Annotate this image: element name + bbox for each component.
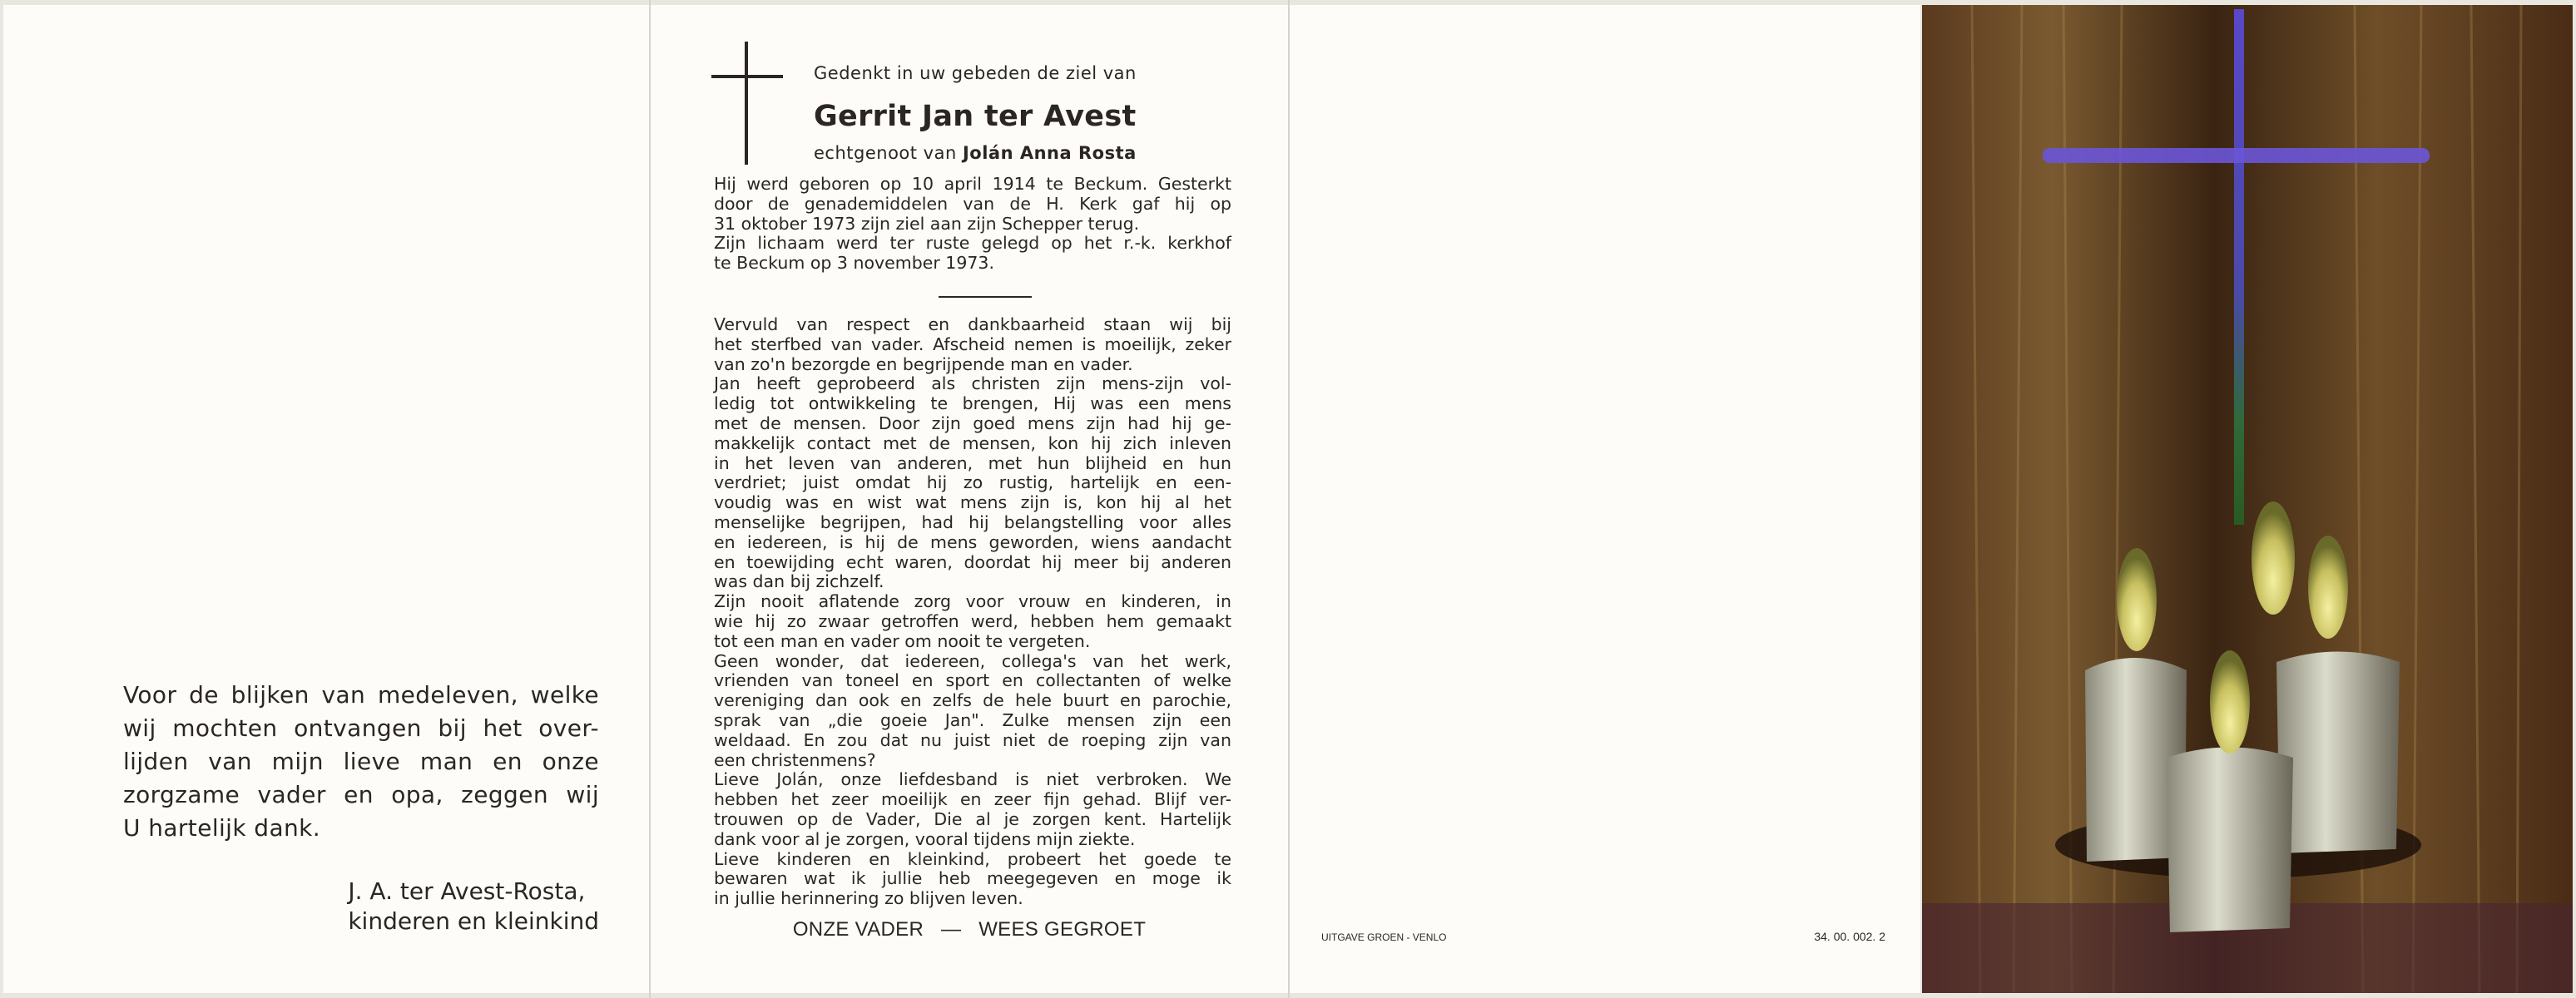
memorial-text-panel <box>651 5 1288 993</box>
text-line: hebben het zeer moeilijk en zeer fijn gehad. Blijf ver- <box>714 789 1231 810</box>
text-line: Geen wonder, dat iedereen, collega's van het werk, <box>714 650 1231 671</box>
body-paragraph <box>714 850 1231 909</box>
bio-paragraph <box>714 175 1231 234</box>
text-line: Hij werd geboren op 10 april 1914 te Beckum. Gesterkt <box>714 174 1231 194</box>
product-code: 34. 00. 002. 2 <box>1814 930 1885 943</box>
text-line: wie hij zo zwaar getroffen werd, hebben hem gemaakt <box>714 610 1231 631</box>
body-paragraph <box>714 374 1231 592</box>
thanks-line: U hartelijk dank. <box>123 814 321 842</box>
bio-paragraph <box>714 234 1231 274</box>
back-panel <box>1290 5 1920 993</box>
text-line: Vervuld van respect en dankbaarheid staan wij bij <box>714 314 1231 334</box>
text-line: Lieve kinderen en kleinkind, probeert het goede te <box>714 848 1231 869</box>
thanks-line: Voor de blijken van medeleven, welke <box>123 681 599 709</box>
intro-text: Gedenkt in uw gebeden de ziel van <box>814 63 1137 83</box>
text-line: van zo'n bezorgde en begrijpende man en vader. <box>714 353 1133 374</box>
text-line: vereniging dan ook en zelfs de hele buurt en parochie, <box>714 690 1231 711</box>
text-line: Zijn nooit aflatende zorg voor vrouw en kinderen, in <box>714 591 1231 612</box>
text-line: menselijke begrijpen, had hij belangstelling voor alles <box>714 511 1231 532</box>
body-paragraph <box>714 592 1231 651</box>
biography-text <box>714 175 1231 274</box>
text-line: in het leven van anderen, met hun blijheid en hun <box>714 452 1231 473</box>
text-line: makkelijk contact met de mensen, kon hij zich inleven <box>714 432 1231 453</box>
text-line: door de genademiddelen van de H. Kerk gaf hij op <box>714 193 1231 214</box>
text-line: tot een man en vader om nooit te vergeten. <box>714 630 1091 651</box>
thanks-line: wij mochten ontvangen bij het over- <box>123 714 599 742</box>
divider <box>939 296 1032 298</box>
text-line: Lieve Jolán, onze liefdesband is niet verbroken. We <box>714 769 1231 790</box>
thanks-line: zorgzame vader en opa, zeggen wij <box>123 781 599 808</box>
spouse-prefix: echtgenoot van <box>814 143 957 163</box>
text-line: dank voor al je zorgen, vooral tijdens mijn ziekte. <box>714 828 1136 849</box>
text-line: vrienden van toneel en sport en collectanten of welke <box>714 670 1231 691</box>
text-line: Jan heeft geprobeerd als christen zijn mens-zijn vol- <box>714 373 1231 394</box>
deceased-name: Gerrit Jan ter Avest <box>814 100 1137 133</box>
spouse-line <box>814 143 1137 163</box>
text-line: met de mensen. Door zijn goed mens zijn had hij ge- <box>714 413 1231 433</box>
text-line: trouwen op de Vader, Die al je zorgen kent. Hartelijk <box>714 808 1231 829</box>
text-line: sprak van „die goeie Jan". Zulke mensen zijn een <box>714 709 1231 730</box>
signature <box>348 877 599 936</box>
body-paragraph <box>714 652 1231 771</box>
prayer-line: ONZE VADER — WEES GEGROET <box>792 918 1147 941</box>
text-line: en toewijding echt waren, doordat hij meer bij anderen <box>714 551 1231 572</box>
body-paragraph <box>714 770 1231 849</box>
text-line: in jullie herinnering zo blijven leven. <box>714 888 1023 909</box>
text-line: het sterfbed van vader. Afscheid nemen is moeilijk, zeker <box>714 333 1231 354</box>
text-line: Zijn lichaam werd ter ruste gelegd op het r.-k. kerkhof <box>714 233 1231 254</box>
text-line: weldaad. En zou dat nu juist niet de roeping zijn van <box>714 729 1231 750</box>
text-line: bewaren wat ik jullie heb meegegeven en moge ik <box>714 868 1231 889</box>
text-line: was dan bij zichzelf. <box>714 571 884 592</box>
text-line: ledig tot ontwikkeling te brengen, Hij was een mens <box>714 393 1231 414</box>
text-line: een christenmens? <box>714 749 876 770</box>
thanks-panel <box>3 5 649 993</box>
text-line: en iedereen, is hij de mens geworden, wiens aandacht <box>714 531 1231 552</box>
cross-and-candles-painting <box>1922 5 2573 993</box>
thanks-text <box>123 679 599 845</box>
spouse-name: Jolán Anna Rosta <box>962 143 1137 163</box>
painting-panel <box>1922 5 2573 993</box>
publisher-label: UITGAVE GROEN - VENLO <box>1321 931 1447 943</box>
cross-icon <box>711 42 783 165</box>
thanks-line: lijden van mijn lieve man en onze <box>123 748 599 775</box>
body-paragraph <box>714 315 1231 374</box>
signature-line: kinderen en kleinkind <box>348 907 599 935</box>
text-line: 31 oktober 1973 zijn ziel aan zijn Schepper terug. <box>714 213 1140 234</box>
text-line: verdriet; juist omdat hij zo rustig, hartelijk en een- <box>714 472 1231 493</box>
signature-line: J. A. ter Avest-Rosta, <box>348 877 586 905</box>
memorial-body-text <box>714 315 1231 909</box>
text-line: te Beckum op 3 november 1973. <box>714 253 994 274</box>
text-line: voudig was en wist wat mens zijn is, kon hij al het <box>714 492 1231 513</box>
